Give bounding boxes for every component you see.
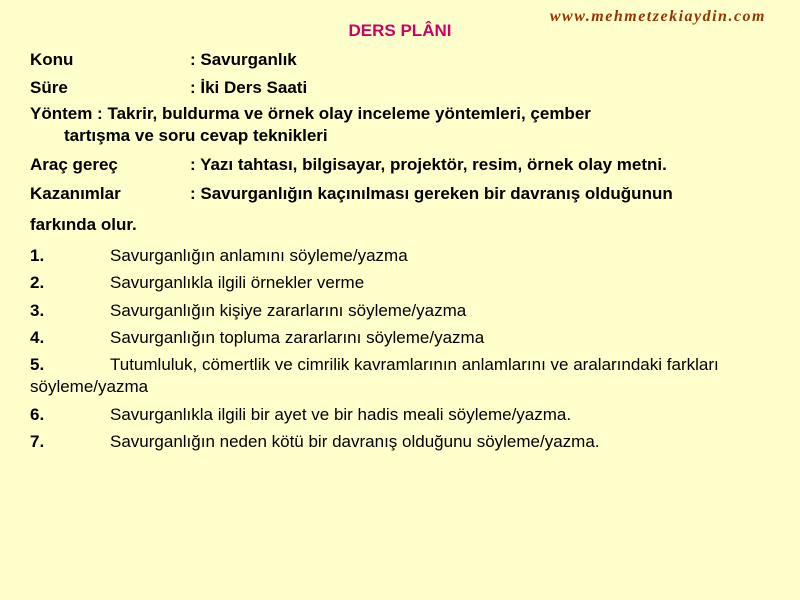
konu-label: Konu bbox=[30, 50, 74, 69]
page-title: DERS PLÂNI bbox=[348, 21, 452, 40]
konu-value: : Savurganlık bbox=[190, 50, 297, 69]
objective-number: 2. bbox=[30, 273, 45, 292]
objective-number: 4. bbox=[30, 328, 45, 347]
objective-number: 6. bbox=[30, 405, 45, 424]
objective-text: Savurganlığın neden kötü bir davranış olduğunu söyleme/yazma. bbox=[110, 432, 600, 451]
objective-item bbox=[30, 272, 770, 294]
kazanimlar-value: : Savurganlığın kaçınılması gereken bir davranış olduğunun bbox=[190, 184, 673, 203]
objective-item bbox=[30, 354, 770, 398]
objective-number: 1. bbox=[30, 246, 45, 265]
yontem-line-2: tartışma ve soru cevap teknikleri bbox=[64, 126, 328, 145]
kazanimlar-label: Kazanımlar bbox=[30, 184, 121, 203]
objective-text: Savurganlığın kişiye zararlarını söyleme/yazma bbox=[110, 301, 467, 320]
objective-item bbox=[30, 245, 770, 267]
objective-number: 3. bbox=[30, 301, 45, 320]
objective-text: Savurganlıkla ilgili bir ayet ve bir hadis meali söyleme/yazma. bbox=[110, 405, 572, 424]
objective-item bbox=[30, 431, 770, 453]
arac-value: : Yazı tahtası, bilgisayar, projektör, resim, örnek olay metni. bbox=[190, 155, 667, 174]
objective-number: 7. bbox=[30, 432, 45, 451]
objective-text: Savurganlığın anlamını söyleme/yazma bbox=[110, 246, 408, 265]
objective-text: Savurganlığın topluma zararlarını söyleme/yazma bbox=[110, 328, 485, 347]
kazanimlar-continuation: farkında olur. bbox=[30, 215, 137, 234]
sure-value: : İki Ders Saati bbox=[190, 78, 308, 97]
objective-text: Savurganlıkla ilgili örnekler verme bbox=[110, 273, 365, 292]
yontem-line-1: Yöntem : Takrir, buldurma ve örnek olay inceleme yöntemleri, çember bbox=[30, 104, 591, 123]
objective-item bbox=[30, 327, 770, 349]
site-watermark: www.mehmetzekiaydin.com bbox=[549, 8, 766, 25]
objective-number: 5. bbox=[30, 355, 45, 374]
arac-label: Araç gereç bbox=[30, 155, 118, 174]
yontem-block bbox=[30, 103, 750, 147]
objective-text: Tutumluluk, cömertlik ve cimrilik kavramlarının anlamlarını ve aralarındaki farkları söyleme/yazma bbox=[30, 355, 719, 396]
sure-label: Süre bbox=[30, 78, 68, 97]
objective-item bbox=[30, 404, 770, 426]
objective-item bbox=[30, 300, 770, 322]
